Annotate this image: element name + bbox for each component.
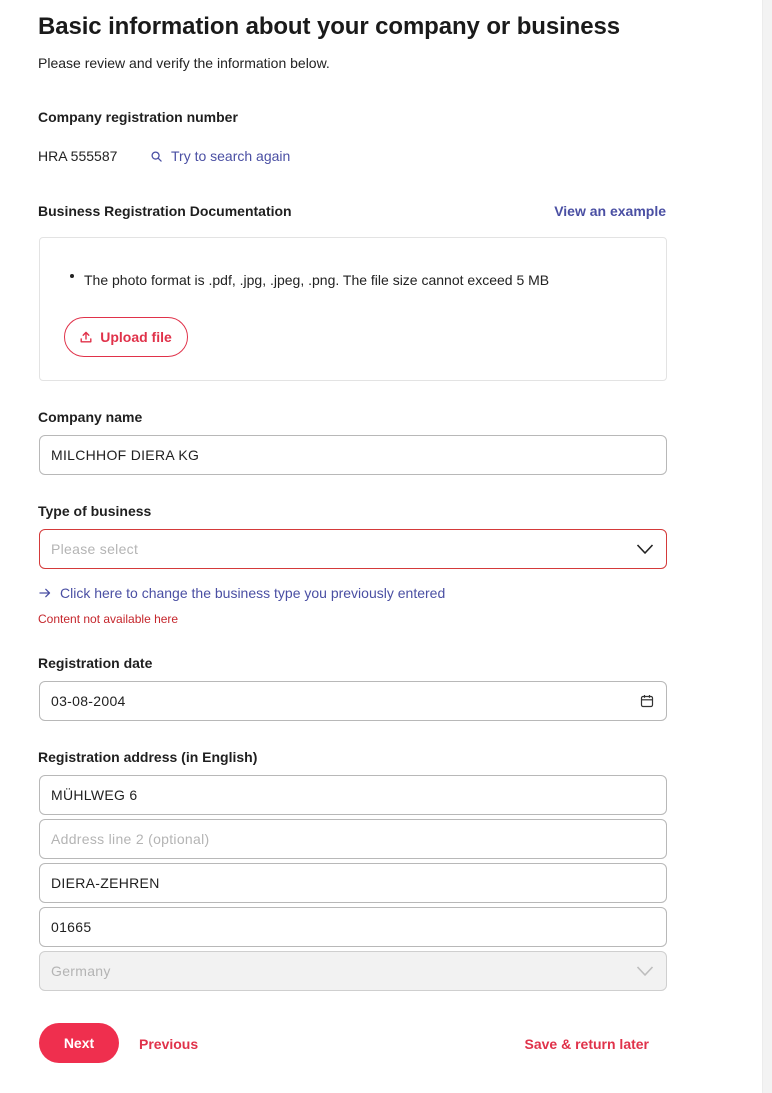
country-value: Germany bbox=[51, 963, 111, 979]
file-format-hint-text: The photo format is .pdf, .jpg, .jpeg, .png. The file size cannot exceed 5 MB bbox=[84, 272, 550, 288]
business-type-label: Type of business bbox=[38, 503, 152, 519]
business-type-error: Content not available here bbox=[38, 612, 179, 626]
upload-icon bbox=[80, 331, 92, 343]
chevron-down-icon bbox=[636, 966, 654, 977]
search-icon bbox=[151, 151, 162, 162]
address-line1-value: MÜHLWEG 6 bbox=[51, 787, 138, 803]
registration-number-label: Company registration number bbox=[38, 109, 238, 125]
search-again-text: Try to search again bbox=[171, 148, 291, 164]
country-select bbox=[39, 951, 667, 991]
company-name-value: MILCHHOF DIERA KG bbox=[51, 447, 200, 463]
postcode-value: 01665 bbox=[51, 919, 92, 935]
save-return-later-button[interactable]: Save & return later bbox=[524, 1036, 649, 1052]
city-value: DIERA-ZEHREN bbox=[51, 875, 160, 891]
company-name-input[interactable] bbox=[39, 435, 667, 475]
change-business-type-link[interactable] bbox=[39, 585, 445, 601]
address-line2-input[interactable] bbox=[39, 819, 667, 859]
registration-address-label: Registration address (in English) bbox=[38, 749, 258, 765]
business-type-select[interactable] bbox=[39, 529, 667, 569]
page-title: Basic information about your company or business bbox=[38, 13, 620, 40]
next-button[interactable]: Next bbox=[39, 1023, 119, 1063]
file-format-hint bbox=[70, 272, 549, 288]
company-name-label: Company name bbox=[38, 409, 143, 425]
postcode-input[interactable] bbox=[39, 907, 667, 947]
registration-number-value: HRA 555587 bbox=[38, 148, 118, 164]
address-line2-placeholder: Address line 2 (optional) bbox=[51, 831, 210, 847]
documentation-label: Business Registration Documentation bbox=[38, 203, 292, 219]
page-scrollbar[interactable] bbox=[762, 0, 772, 1093]
upload-file-button[interactable] bbox=[64, 317, 188, 357]
search-again-link[interactable] bbox=[151, 148, 290, 164]
arrow-right-icon bbox=[39, 588, 51, 598]
city-input[interactable] bbox=[39, 863, 667, 903]
upload-box bbox=[39, 237, 667, 381]
business-type-placeholder: Please select bbox=[51, 541, 139, 557]
chevron-down-icon bbox=[636, 544, 654, 555]
registration-date-value: 03-08-2004 bbox=[51, 693, 126, 709]
previous-button[interactable]: Previous bbox=[139, 1036, 199, 1052]
view-example-link[interactable]: View an example bbox=[554, 203, 666, 219]
registration-date-label: Registration date bbox=[38, 655, 153, 671]
address-line1-input[interactable] bbox=[39, 775, 667, 815]
registration-date-input[interactable] bbox=[39, 681, 667, 721]
calendar-icon[interactable] bbox=[640, 694, 654, 708]
bullet-icon bbox=[70, 274, 74, 278]
page-subtitle: Please review and verify the information below. bbox=[38, 55, 330, 71]
upload-file-label: Upload file bbox=[100, 329, 172, 345]
change-business-type-text: Click here to change the business type you previously entered bbox=[60, 585, 446, 601]
